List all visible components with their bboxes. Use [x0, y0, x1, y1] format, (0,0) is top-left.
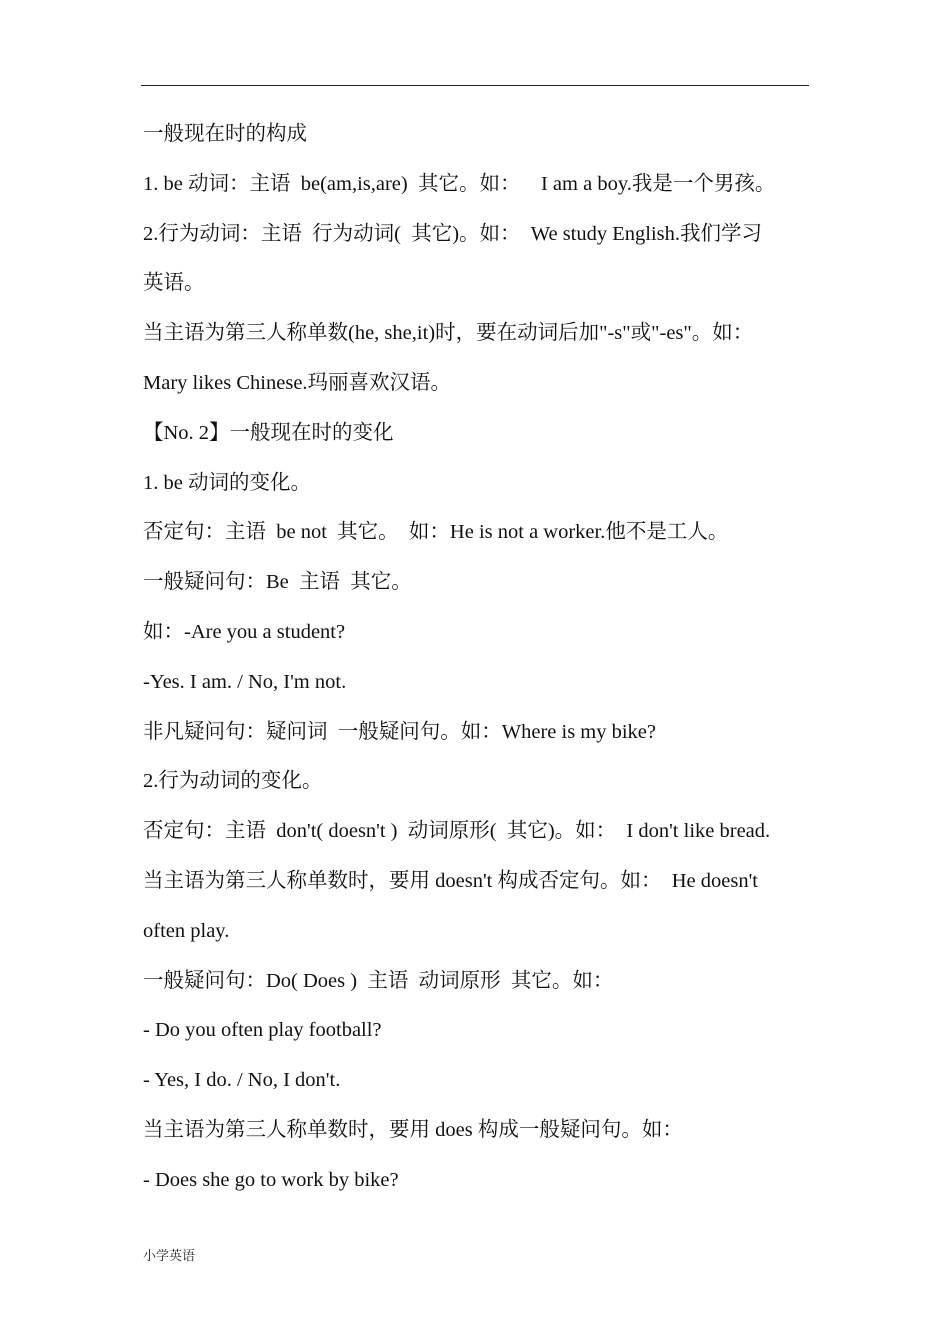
text-line: 当主语为第三人称单数时，要用 does 构成一般疑问句。如： — [143, 1118, 683, 1141]
text-line: - Does she go to work by bike? — [143, 1168, 399, 1191]
text-line: 非凡疑问句：疑问词 一般疑问句。如：Where is my bike? — [143, 720, 657, 743]
text-line: 当主语为第三人称单数时，要用 doesn't 构成否定句。如： He doesn't — [143, 869, 758, 892]
text-line: 否定句：主语 don't( doesn't ) 动词原形( 其它)。如： I don't like bread. — [143, 820, 771, 843]
text-line: 一般疑问句：Do( Does ) 主语 动词原形 其它。如： — [143, 969, 614, 992]
text-line: Mary likes Chinese.玛丽喜欢汉语。 — [143, 371, 452, 394]
section-heading: 【No. 2】一般现在时的变化 — [143, 421, 394, 444]
text-line: 2.行为动词的变化。 — [143, 770, 323, 793]
text-line: 英语。 — [143, 272, 205, 295]
page-footer: 小学英语 — [143, 1249, 196, 1264]
text-line: 当主语为第三人称单数(he, she,it)时，要在动词后加"-s"或"-es"。如： — [143, 322, 754, 345]
text-line: 1. be 动词的变化。 — [143, 471, 311, 494]
text-line: - Yes, I do. / No, I don't. — [143, 1069, 341, 1092]
document-body — [143, 110, 813, 1206]
text-line: often play. — [143, 919, 230, 942]
text-line: 1. be 动词：主语 be(am,is,are) 其它。如： I am a boy.我是一个男孩。 — [143, 172, 776, 195]
text-line: 如：-Are you a student? — [143, 620, 346, 643]
text-line: - Do you often play football? — [143, 1019, 382, 1042]
header-rule — [141, 85, 809, 86]
text-line: 否定句：主语 be not 其它。 如：He is not a worker.他不是工人。 — [143, 521, 729, 544]
text-line: 2.行为动词：主语 行为动词( 其它)。如： We study English.我们学习 — [143, 222, 763, 245]
text-line: -Yes. I am. / No, I'm not. — [143, 670, 347, 693]
text-line: 一般疑问句：Be 主语 其它。 — [143, 571, 412, 594]
text-line: 一般现在时的构成 — [143, 123, 307, 145]
